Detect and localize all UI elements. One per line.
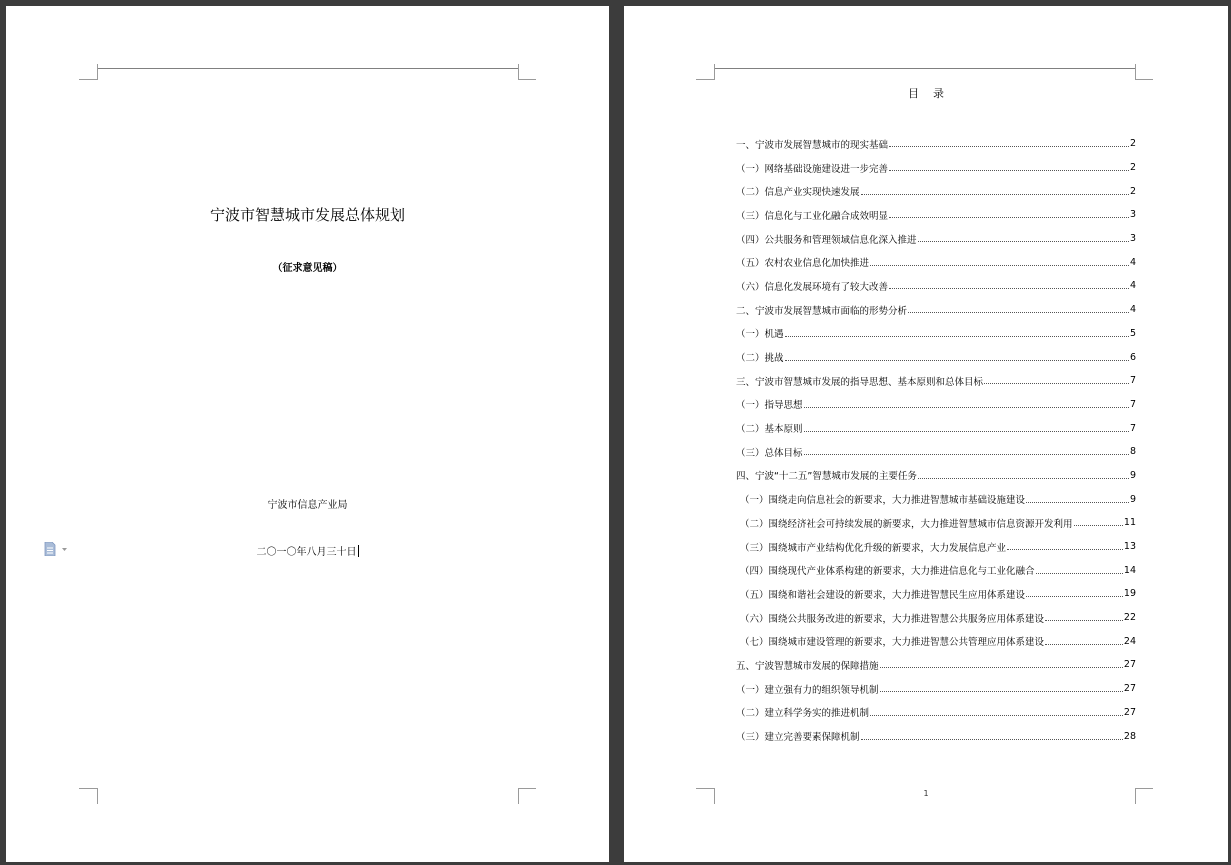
toc-entry-text: （五）农村农业信息化加快推进 xyxy=(736,258,870,270)
toc-entry[interactable] xyxy=(736,250,1136,274)
toc-entry-page: 24 xyxy=(1123,635,1136,647)
toc-entry[interactable] xyxy=(736,464,1136,488)
toc-entry-page: 27 xyxy=(1123,683,1136,695)
toc-entry[interactable] xyxy=(736,535,1136,559)
toc-leader-dots xyxy=(1045,620,1123,621)
crop-mark xyxy=(79,79,97,80)
toc-leader-dots xyxy=(870,265,1129,266)
toc-leader-dots xyxy=(1026,596,1123,597)
toc-entry-text: （四）围绕现代产业体系构建的新要求，大力推进信息化与工业化融合 xyxy=(740,566,1035,578)
toc-entry[interactable] xyxy=(736,274,1136,298)
header-rule xyxy=(97,68,519,69)
toc-entry-text: 五、宁波智慧城市发展的保障措施 xyxy=(736,660,879,672)
toc-entry[interactable] xyxy=(736,179,1136,203)
crop-mark xyxy=(696,79,714,80)
toc-entry-page: 2 xyxy=(1129,138,1136,150)
toc-entry-text: 二、宁波市发展智慧城市面临的形势分析 xyxy=(736,305,908,317)
toc-leader-dots xyxy=(908,312,1129,313)
toc-entry[interactable] xyxy=(736,227,1136,251)
table-of-contents xyxy=(736,132,1136,748)
toc-leader-dots xyxy=(1074,525,1123,526)
toc-entry-page: 4 xyxy=(1129,280,1136,292)
toc-entry[interactable] xyxy=(736,677,1136,701)
toc-leader-dots xyxy=(870,715,1123,716)
crop-mark xyxy=(518,788,519,804)
toc-leader-dots xyxy=(861,739,1123,740)
toc-entry-text: （三）建立完善要素保障机制 xyxy=(736,732,860,744)
toc-entry[interactable] xyxy=(736,558,1136,582)
crop-mark xyxy=(1135,79,1153,80)
toc-entry[interactable] xyxy=(736,298,1136,322)
toc-leader-dots xyxy=(1026,502,1129,503)
toc-entry-text: （一）围绕走向信息社会的新要求，大力推进智慧城市基础设施建设 xyxy=(740,495,1026,507)
toc-entry-page: 7 xyxy=(1129,422,1136,434)
toc-entry-page: 19 xyxy=(1123,588,1136,600)
toc-entry-page: 9 xyxy=(1129,469,1136,481)
toc-entry-page: 4 xyxy=(1129,256,1136,268)
toc-entry[interactable] xyxy=(736,369,1136,393)
toc-entry-page: 28 xyxy=(1123,730,1136,742)
toc-entry-page: 13 xyxy=(1123,541,1136,553)
toc-entry-text: 四、宁波“十二五”智慧城市发展的主要任务 xyxy=(736,471,917,483)
toc-heading: 目录 xyxy=(908,87,958,100)
crop-mark xyxy=(97,64,98,80)
document-icon[interactable] xyxy=(44,542,70,556)
page-number: 1 xyxy=(923,789,929,798)
toc-entry[interactable] xyxy=(736,156,1136,180)
cover-page xyxy=(6,6,609,862)
toc-leader-dots xyxy=(889,288,1129,289)
toc-leader-dots xyxy=(984,383,1129,384)
toc-entry-page: 27 xyxy=(1123,706,1136,718)
toc-leader-dots xyxy=(918,241,1129,242)
toc-entry[interactable] xyxy=(736,416,1136,440)
toc-entry-page: 3 xyxy=(1129,233,1136,245)
toc-entry-text: 三、宁波市智慧城市发展的指导思想、基本原则和总体目标 xyxy=(736,376,984,388)
toc-entry[interactable] xyxy=(736,653,1136,677)
toc-entry-text: （一）机遇 xyxy=(736,329,784,341)
toc-entry-page: 2 xyxy=(1129,162,1136,174)
crop-mark xyxy=(518,788,536,789)
toc-leader-dots xyxy=(1007,549,1123,550)
toc-leader-dots xyxy=(804,431,1129,432)
toc-entry-text: （二）建立科学务实的推进机制 xyxy=(736,708,870,720)
toc-leader-dots xyxy=(785,336,1129,337)
toc-leader-dots xyxy=(918,478,1129,479)
toc-entry-text: （二）基本原则 xyxy=(736,424,803,436)
toc-page xyxy=(624,6,1228,862)
toc-entry-text: （一）指导思想 xyxy=(736,400,803,412)
crop-mark xyxy=(518,79,536,80)
toc-entry-text: （六）围绕公共服务改进的新要求，大力推进智慧公共服务应用体系建设 xyxy=(740,613,1045,625)
toc-entry-page: 3 xyxy=(1129,209,1136,221)
toc-entry-page: 11 xyxy=(1123,517,1136,529)
toc-entry-text: （四）公共服务和管理领域信息化深入推进 xyxy=(736,234,917,246)
toc-entry-text: （七）围绕城市建设管理的新要求，大力推进智慧公共管理应用体系建设 xyxy=(740,637,1045,649)
toc-entry[interactable] xyxy=(736,629,1136,653)
toc-entry-page: 27 xyxy=(1123,659,1136,671)
toc-entry-text: （二）围绕经济社会可持续发展的新要求，大力推进智慧城市信息资源开发利用 xyxy=(740,518,1073,530)
toc-entry-page: 14 xyxy=(1123,564,1136,576)
toc-leader-dots xyxy=(785,360,1129,361)
toc-entry-page: 6 xyxy=(1129,351,1136,363)
toc-entry-page: 7 xyxy=(1129,398,1136,410)
toc-entry-page: 8 xyxy=(1129,446,1136,458)
toc-entry-text: （一）网络基础设施建设进一步完善 xyxy=(736,163,889,175)
toc-leader-dots xyxy=(889,170,1129,171)
toc-leader-dots xyxy=(804,454,1129,455)
header-rule xyxy=(714,68,1136,69)
toc-entry-text: （三）围绕城市产业结构优化升级的新要求，大力发展信息产业 xyxy=(740,542,1007,554)
toc-entry[interactable] xyxy=(736,487,1136,511)
toc-entry[interactable] xyxy=(736,582,1136,606)
toc-entry-text: （二）信息产业实现快速发展 xyxy=(736,187,860,199)
toc-entry-text: （三）信息化与工业化融合成效明显 xyxy=(736,210,889,222)
crop-mark xyxy=(1135,64,1136,80)
toc-entry-page: 4 xyxy=(1129,304,1136,316)
toc-entry[interactable] xyxy=(736,440,1136,464)
toc-entry-text: （二）挑战 xyxy=(736,353,784,365)
toc-entry[interactable] xyxy=(736,322,1136,346)
crop-mark xyxy=(518,64,519,80)
toc-entry-text: 一、宁波市发展智慧城市的现实基础 xyxy=(736,139,889,151)
toc-leader-dots xyxy=(889,217,1129,218)
toc-entry-page: 2 xyxy=(1129,185,1136,197)
toc-entry-text: （五）围绕和谐社会建设的新要求，大力推进智慧民生应用体系建设 xyxy=(740,589,1026,601)
toc-entry-page: 5 xyxy=(1129,327,1136,339)
toc-entry-page: 22 xyxy=(1123,612,1136,624)
toc-entry-text: （六）信息化发展环境有了较大改善 xyxy=(736,281,889,293)
toc-entry[interactable] xyxy=(736,701,1136,725)
toc-entry[interactable] xyxy=(736,511,1136,535)
issuer: 宁波市信息产业局 xyxy=(267,500,348,511)
toc-leader-dots xyxy=(1045,644,1123,645)
toc-entry-text: （一）建立强有力的组织领导机制 xyxy=(736,684,879,696)
crop-mark xyxy=(79,788,97,789)
toc-entry[interactable] xyxy=(736,132,1136,156)
issue-date: 二〇一〇年八月三十日 xyxy=(256,547,357,558)
toc-entry-page: 7 xyxy=(1129,375,1136,387)
crop-mark xyxy=(97,788,98,804)
toc-leader-dots xyxy=(880,691,1123,692)
toc-entry[interactable] xyxy=(736,203,1136,227)
toc-entry-text: （三）总体目标 xyxy=(736,447,803,459)
toc-leader-dots xyxy=(880,667,1123,668)
document-subtitle: （征求意见稿） xyxy=(272,263,343,274)
toc-leader-dots xyxy=(861,194,1129,195)
toc-leader-dots xyxy=(804,407,1129,408)
text-cursor xyxy=(358,545,359,557)
date-line[interactable] xyxy=(6,543,609,558)
toc-entry-page: 9 xyxy=(1129,493,1136,505)
toc-entry[interactable] xyxy=(736,393,1136,417)
toc-entry[interactable] xyxy=(736,606,1136,630)
toc-entry[interactable] xyxy=(736,724,1136,748)
toc-leader-dots xyxy=(889,146,1129,147)
crop-mark xyxy=(714,64,715,80)
toc-leader-dots xyxy=(1036,573,1123,574)
document-title: 宁波市智慧城市发展总体规划 xyxy=(209,206,405,224)
toc-entry[interactable] xyxy=(736,345,1136,369)
